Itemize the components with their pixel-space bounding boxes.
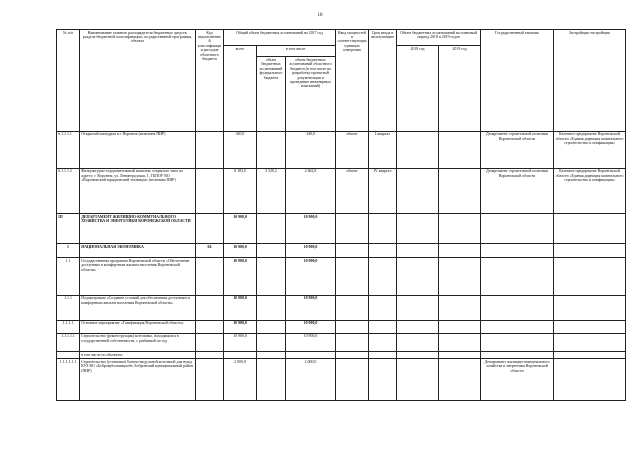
row-2018	[397, 131, 439, 168]
row-reg	[286, 352, 336, 359]
header-total-volume: Общий объем бюджетных ассигнований на 2017 год	[224, 30, 336, 46]
row-2018	[397, 295, 439, 320]
row-num	[57, 352, 80, 359]
row-name: Открытый ипподром в г. Воронеж (величина ПИР)	[80, 131, 196, 168]
row-total: 10 900,0	[224, 258, 257, 295]
row-unit	[336, 258, 369, 295]
header-name: Наименование главного распорядителя бюджетных средств, раздела бюджетной классификации, государственной программы, объекта	[80, 30, 196, 132]
row-num: 1	[57, 244, 80, 258]
row-code	[196, 359, 224, 401]
table-row	[57, 168, 626, 213]
row-developer	[554, 333, 626, 351]
table-row	[57, 131, 626, 168]
row-developer	[554, 244, 626, 258]
row-customer	[481, 352, 554, 359]
row-customer: Департамент жилищно-коммунального хозяйства и энергетики Воронежской области	[481, 359, 554, 401]
row-developer	[554, 352, 626, 359]
row-unit	[336, 295, 369, 320]
page-number: 18	[317, 13, 323, 18]
row-num: 1.1.1	[57, 295, 80, 320]
table-row	[57, 213, 626, 243]
row-fed	[257, 213, 286, 243]
row-reg: 10 900,0	[286, 320, 336, 333]
row-code: 04	[196, 244, 224, 258]
row-term: IV квартал	[369, 168, 397, 213]
header-num: № п/п	[57, 30, 80, 132]
row-term: I квартал	[369, 131, 397, 168]
row-customer	[481, 320, 554, 333]
row-code	[196, 352, 224, 359]
row-code	[196, 295, 224, 320]
row-unit	[336, 244, 369, 258]
row-2019	[439, 295, 481, 320]
table-row	[57, 320, 626, 333]
row-2018	[397, 352, 439, 359]
row-2019	[439, 244, 481, 258]
row-name: ДЕПАРТАМЕНТ ЖИЛИЩНО-КОММУНАЛЬНОГО ХОЗЯЙСТВА И ЭНЕРГЕТИКИ ВОРОНЕЖСКОЙ ОБЛАСТИ	[80, 213, 196, 243]
row-customer	[481, 258, 554, 295]
row-name: Подпрограмма «Создание условий для обеспечения доступным и комфортным жильем населения Воронежской области»	[80, 295, 196, 320]
row-2019	[439, 258, 481, 295]
row-2018	[397, 244, 439, 258]
row-name: НАЦИОНАЛЬНАЯ ЭКОНОМИКА	[80, 244, 196, 258]
row-2018	[397, 168, 439, 213]
row-total: 10 900,0	[224, 333, 257, 351]
row-fed	[257, 352, 286, 359]
header-customer: Государственный заказчик	[481, 30, 554, 132]
row-2018	[397, 258, 439, 295]
row-fed	[257, 131, 286, 168]
row-2019	[439, 213, 481, 243]
row-customer: Департамент строительной политики Воронежской области	[481, 168, 554, 213]
row-2019	[439, 359, 481, 401]
row-term	[369, 295, 397, 320]
row-code	[196, 213, 224, 243]
row-code	[196, 168, 224, 213]
header-incl: в том числе:	[257, 46, 336, 57]
row-total: 6 183,0	[224, 168, 257, 213]
row-term	[369, 213, 397, 243]
row-fed	[257, 320, 286, 333]
row-developer	[554, 295, 626, 320]
row-term	[369, 359, 397, 401]
row-2019	[439, 168, 481, 213]
row-customer	[481, 213, 554, 243]
row-reg: 10 900,0	[286, 295, 336, 320]
row-developer	[554, 320, 626, 333]
row-reg: 10 900,0	[286, 244, 336, 258]
table-row	[57, 359, 626, 401]
row-total: 10 900,0	[224, 244, 257, 258]
row-name: Строительство (реконструкция) котельных, находящихся в государственной собственности, с разбивкой по год	[80, 333, 196, 351]
row-term	[369, 320, 397, 333]
row-term	[369, 352, 397, 359]
header-code: Код ведомственной классификации расходов областного бюджета	[196, 30, 224, 132]
row-unit	[336, 333, 369, 351]
row-unit: объект	[336, 131, 369, 168]
row-2018	[397, 320, 439, 333]
row-name: Физкультурно-оздоровительный комплекс открытого типа по адресу: г. Воронеж, ул. Ленинградская, 1, ГБПОУ ВО «Воронежский юридический техникум» (величина ПИР)	[80, 168, 196, 213]
row-unit	[336, 352, 369, 359]
row-total: 2 000,0	[224, 359, 257, 401]
row-term	[369, 258, 397, 295]
row-reg: 10 900,0	[286, 258, 336, 295]
row-fed: 3 520,2	[257, 168, 286, 213]
table-row	[57, 295, 626, 320]
row-2019	[439, 320, 481, 333]
row-developer	[554, 258, 626, 295]
row-code	[196, 333, 224, 351]
row-name: Государственная программа Воронежской области «Обеспечение доступным и комфортным жильем населения Воронежской области»	[80, 258, 196, 295]
header-2019: 2019 год	[439, 46, 481, 131]
row-fed	[257, 333, 286, 351]
row-reg: 340,0	[286, 131, 336, 168]
row-fed	[257, 295, 286, 320]
table-row	[57, 244, 626, 258]
row-num: 1.1	[57, 258, 80, 295]
row-total: 340,0	[224, 131, 257, 168]
row-total: 10 900,0	[224, 320, 257, 333]
row-unit	[336, 320, 369, 333]
row-num: III	[57, 213, 80, 243]
row-customer	[481, 333, 554, 351]
table-row	[57, 352, 626, 359]
header-2018: 2018 год	[397, 46, 439, 131]
header-plan: Объем бюджетных ассигнований на плановый период 2018 и 2019 годов	[397, 30, 481, 46]
row-developer	[554, 359, 626, 401]
table-row	[57, 258, 626, 295]
row-num: 1.1.1.1.1	[57, 333, 80, 351]
row-reg: 2 662,8	[286, 168, 336, 213]
row-2019	[439, 333, 481, 351]
row-name: в том числе по объектам:	[80, 352, 196, 359]
header-developer: Застройщик-застройщик	[554, 30, 626, 132]
row-term	[369, 244, 397, 258]
row-total: 10 900,0	[224, 295, 257, 320]
budget-table	[56, 29, 626, 401]
row-name: Основное мероприятие «Газификация Воронежской области»	[80, 320, 196, 333]
row-total	[224, 352, 257, 359]
row-fed	[257, 359, 286, 401]
row-2018	[397, 213, 439, 243]
row-reg: 2 000,0	[286, 359, 336, 401]
table-row	[57, 333, 626, 351]
row-unit	[336, 359, 369, 401]
row-unit	[336, 213, 369, 243]
row-2018	[397, 359, 439, 401]
row-reg: 10 900,0	[286, 213, 336, 243]
header-reg: объем бюджетных ассигнований областного бюджета (в том числе на разработку проектной документации и проведение инженерных изысканий)	[286, 57, 336, 131]
row-2018	[397, 333, 439, 351]
row-fed	[257, 244, 286, 258]
header-fed: объем бюджетных ассигнований федерального бюджета	[257, 57, 286, 131]
row-code	[196, 131, 224, 168]
row-name: Строительство (установка) блочно-модульной котельной для нужд КУЗ ВО «Бобровубольницаобе, Бобровский муниципальный район (ПИР)	[80, 359, 196, 401]
row-num: 6.1.1.1.2	[57, 168, 80, 213]
row-code	[196, 320, 224, 333]
row-2019	[439, 131, 481, 168]
row-2019	[439, 352, 481, 359]
row-customer	[481, 295, 554, 320]
row-num: 1.1.1.1	[57, 320, 80, 333]
row-num: 1.1.1.1.1.1	[57, 359, 80, 401]
row-term	[369, 333, 397, 351]
header-total: всего	[224, 46, 257, 131]
row-num: 6.1.1.1.1	[57, 131, 80, 168]
row-code	[196, 258, 224, 295]
header-unit: Ввод мощностей в соответствующих единицах измерения	[336, 30, 369, 132]
row-total: 10 900,0	[224, 213, 257, 243]
row-reg: 10 900,0	[286, 333, 336, 351]
row-developer: Казенное предприятие Воронежской области «Единая дирекция капитального строительства и газификации»	[554, 168, 626, 213]
row-unit: объект	[336, 168, 369, 213]
row-customer: Департамент строительной политики Воронежской области	[481, 131, 554, 168]
row-fed	[257, 258, 286, 295]
row-developer: Казенное предприятие Воронежской области «Единая дирекция капитального строительства и газификации»	[554, 131, 626, 168]
header-term: Срок ввода в эксплуатацию	[369, 30, 397, 132]
row-customer	[481, 244, 554, 258]
row-developer	[554, 213, 626, 243]
